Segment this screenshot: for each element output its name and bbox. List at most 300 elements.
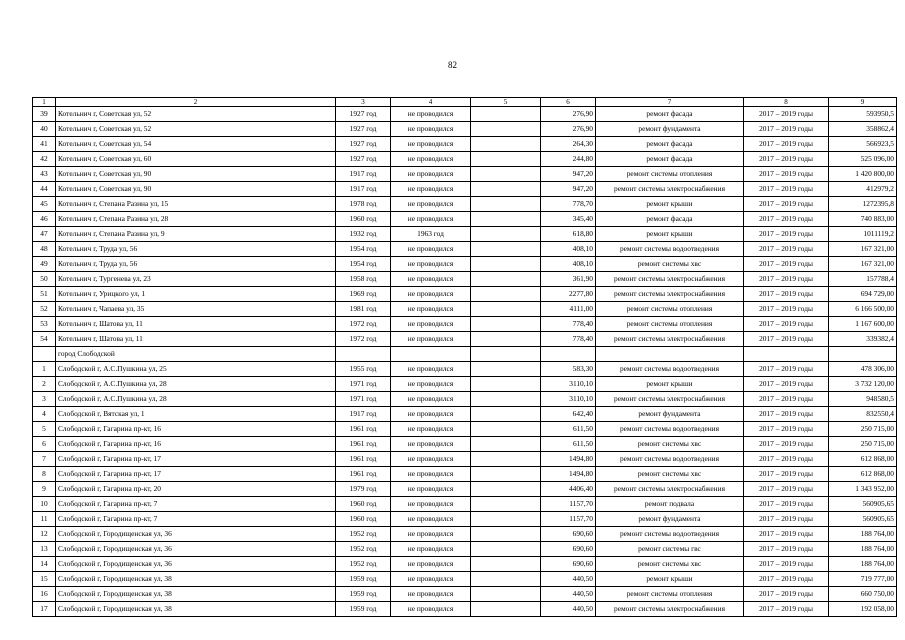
area <box>541 347 596 362</box>
last-repair-year: не проводился <box>391 167 471 182</box>
area: 3110,10 <box>541 377 596 392</box>
cost: 188 764,00 <box>829 542 897 557</box>
table-row <box>33 542 897 557</box>
period: 2017 – 2019 годы <box>744 302 829 317</box>
area: 778,40 <box>541 317 596 332</box>
area: 642,40 <box>541 407 596 422</box>
area: 583,30 <box>541 362 596 377</box>
last-repair-year: не проводился <box>391 482 471 497</box>
table-row <box>33 452 897 467</box>
work-type: ремонт системы гвс <box>596 542 744 557</box>
work-type: ремонт системы электроснабжения <box>596 392 744 407</box>
build-year: 1927 год <box>336 122 391 137</box>
area: 690,60 <box>541 557 596 572</box>
area: 440,50 <box>541 587 596 602</box>
col-5 <box>471 392 541 407</box>
cost: 6 166 500,00 <box>829 302 897 317</box>
cost: 694 729,00 <box>829 287 897 302</box>
col-5 <box>471 437 541 452</box>
last-repair-year: не проводился <box>391 197 471 212</box>
address: Котельнич г, Советская ул, 54 <box>56 137 336 152</box>
build-year: 1960 год <box>336 512 391 527</box>
work-type: ремонт системы электроснабжения <box>596 602 744 617</box>
last-repair-year: не проводился <box>391 182 471 197</box>
cost: 167 321,00 <box>829 242 897 257</box>
address: Слободской г, Гагарина пр-кт, 7 <box>56 497 336 512</box>
area: 264,30 <box>541 137 596 152</box>
period: 2017 – 2019 годы <box>744 227 829 242</box>
area: 947,20 <box>541 182 596 197</box>
table-row <box>33 227 897 242</box>
cost: 612 868,00 <box>829 467 897 482</box>
address: Котельнич г, Степана Разина ул, 28 <box>56 212 336 227</box>
column-number: 7 <box>596 98 744 107</box>
address: Котельнич г, Тургенева ул, 23 <box>56 272 336 287</box>
work-type: ремонт крыши <box>596 377 744 392</box>
work-type: ремонт системы отопления <box>596 167 744 182</box>
cost: 188 764,00 <box>829 527 897 542</box>
work-type: ремонт системы отопления <box>596 587 744 602</box>
period: 2017 – 2019 годы <box>744 257 829 272</box>
address: Слободской г, Городищенская ул, 36 <box>56 557 336 572</box>
table-row <box>33 497 897 512</box>
col-5 <box>471 107 541 122</box>
period: 2017 – 2019 годы <box>744 557 829 572</box>
area: 690,60 <box>541 527 596 542</box>
table-row <box>33 407 897 422</box>
row-number: 50 <box>33 272 56 287</box>
table-row <box>33 152 897 167</box>
build-year: 1958 год <box>336 272 391 287</box>
build-year: 1961 год <box>336 437 391 452</box>
area: 611,50 <box>541 422 596 437</box>
col-5 <box>471 362 541 377</box>
last-repair-year: не проводился <box>391 212 471 227</box>
build-year: 1952 год <box>336 557 391 572</box>
row-number: 47 <box>33 227 56 242</box>
area: 1494,80 <box>541 467 596 482</box>
address: Котельнич г, Труда ул, 56 <box>56 257 336 272</box>
address: Слободской г, Гагарина пр-кт, 7 <box>56 512 336 527</box>
area: 440,50 <box>541 602 596 617</box>
row-number: 48 <box>33 242 56 257</box>
address: Слободской г, Городищенская ул, 36 <box>56 542 336 557</box>
row-number: 52 <box>33 302 56 317</box>
col-5 <box>471 407 541 422</box>
row-number: 40 <box>33 122 56 137</box>
area: 440,50 <box>541 572 596 587</box>
period: 2017 – 2019 годы <box>744 242 829 257</box>
cost: 358862,4 <box>829 122 897 137</box>
period: 2017 – 2019 годы <box>744 482 829 497</box>
column-number-row <box>33 98 897 107</box>
address: Котельнич г, Урицкого ул, 1 <box>56 287 336 302</box>
cost: 1272395,8 <box>829 197 897 212</box>
build-year: 1979 год <box>336 482 391 497</box>
col-5 <box>471 272 541 287</box>
period: 2017 – 2019 годы <box>744 377 829 392</box>
work-type: ремонт системы хвс <box>596 257 744 272</box>
last-repair-year: не проводился <box>391 437 471 452</box>
cost: 1 343 952,00 <box>829 482 897 497</box>
period: 2017 – 2019 годы <box>744 167 829 182</box>
build-year: 1917 год <box>336 407 391 422</box>
address: Слободской г, Городищенская ул, 38 <box>56 602 336 617</box>
address: Слободской г, Городищенская ул, 38 <box>56 587 336 602</box>
period: 2017 – 2019 годы <box>744 287 829 302</box>
table-row <box>33 557 897 572</box>
build-year: 1971 год <box>336 377 391 392</box>
cost: 478 306,00 <box>829 362 897 377</box>
col-5 <box>471 257 541 272</box>
cost: 3 732 120,00 <box>829 377 897 392</box>
col-5 <box>471 572 541 587</box>
col-5 <box>471 467 541 482</box>
build-year: 1972 год <box>336 332 391 347</box>
cost: 1 420 800,00 <box>829 167 897 182</box>
work-type: ремонт фасада <box>596 137 744 152</box>
build-year: 1917 год <box>336 182 391 197</box>
address: Котельнич г, Степана Разина ул, 15 <box>56 197 336 212</box>
last-repair-year: 1963 год <box>391 227 471 242</box>
build-year: 1961 год <box>336 452 391 467</box>
address: Котельнич г, Советская ул, 90 <box>56 182 336 197</box>
column-number: 2 <box>56 98 336 107</box>
group-header-row <box>33 347 897 362</box>
table-row <box>33 137 897 152</box>
table-row <box>33 422 897 437</box>
period: 2017 – 2019 годы <box>744 452 829 467</box>
period: 2017 – 2019 годы <box>744 392 829 407</box>
table-row <box>33 107 897 122</box>
cost: 157788,4 <box>829 272 897 287</box>
table-row <box>33 302 897 317</box>
work-type <box>596 347 744 362</box>
column-number: 5 <box>471 98 541 107</box>
period: 2017 – 2019 годы <box>744 197 829 212</box>
column-number: 8 <box>744 98 829 107</box>
row-number: 44 <box>33 182 56 197</box>
build-year: 1961 год <box>336 422 391 437</box>
last-repair-year: не проводился <box>391 392 471 407</box>
area: 1157,70 <box>541 512 596 527</box>
row-number: 14 <box>33 557 56 572</box>
row-number <box>33 347 56 362</box>
work-type: ремонт системы отопления <box>596 302 744 317</box>
row-number: 41 <box>33 137 56 152</box>
build-year: 1932 год <box>336 227 391 242</box>
row-number: 6 <box>33 437 56 452</box>
address: Котельнич г, Шатова ул, 11 <box>56 332 336 347</box>
area: 276,90 <box>541 107 596 122</box>
page-number: 82 <box>448 60 457 70</box>
period: 2017 – 2019 годы <box>744 422 829 437</box>
period: 2017 – 2019 годы <box>744 212 829 227</box>
address: Котельнич г, Степана Разина ул, 9 <box>56 227 336 242</box>
build-year: 1960 год <box>336 212 391 227</box>
table-row <box>33 272 897 287</box>
address: Котельнич г, Советская ул, 52 <box>56 122 336 137</box>
last-repair-year: не проводился <box>391 107 471 122</box>
work-type: ремонт системы электроснабжения <box>596 482 744 497</box>
cost: 339382,4 <box>829 332 897 347</box>
col-5 <box>471 527 541 542</box>
address: Котельнич г, Труда ул, 56 <box>56 242 336 257</box>
work-type: ремонт системы водоотведения <box>596 362 744 377</box>
work-type: ремонт фасада <box>596 212 744 227</box>
last-repair-year: не проводился <box>391 332 471 347</box>
build-year: 1959 год <box>336 572 391 587</box>
column-number: 9 <box>829 98 897 107</box>
area: 361,90 <box>541 272 596 287</box>
area: 2277,80 <box>541 287 596 302</box>
row-number: 12 <box>33 527 56 542</box>
address: Слободской г, Гагарина пр-кт, 16 <box>56 422 336 437</box>
cost <box>829 347 897 362</box>
col-5 <box>471 452 541 467</box>
period: 2017 – 2019 годы <box>744 317 829 332</box>
address: Котельнич г, Шатова ул, 11 <box>56 317 336 332</box>
address: Слободской г, Гагарина пр-кт, 17 <box>56 452 336 467</box>
col-5 <box>471 497 541 512</box>
row-number: 11 <box>33 512 56 527</box>
build-year: 1969 год <box>336 287 391 302</box>
col-5 <box>471 182 541 197</box>
row-number: 13 <box>33 542 56 557</box>
table-row <box>33 377 897 392</box>
build-year: 1954 год <box>336 257 391 272</box>
area: 1157,70 <box>541 497 596 512</box>
last-repair-year: не проводился <box>391 122 471 137</box>
row-number: 53 <box>33 317 56 332</box>
last-repair-year: не проводился <box>391 512 471 527</box>
address: Слободской г, Гагарина пр-кт, 16 <box>56 437 336 452</box>
table-row <box>33 182 897 197</box>
table-row <box>33 317 897 332</box>
row-number: 45 <box>33 197 56 212</box>
cost: 612 868,00 <box>829 452 897 467</box>
last-repair-year: не проводился <box>391 257 471 272</box>
work-type: ремонт системы водоотведения <box>596 242 744 257</box>
col-5 <box>471 122 541 137</box>
period: 2017 – 2019 годы <box>744 152 829 167</box>
last-repair-year: не проводился <box>391 422 471 437</box>
row-number: 4 <box>33 407 56 422</box>
cost: 719 777,00 <box>829 572 897 587</box>
row-number: 10 <box>33 497 56 512</box>
address: Котельнич г, Советская ул, 60 <box>56 152 336 167</box>
work-type: ремонт системы хвс <box>596 557 744 572</box>
last-repair-year: не проводился <box>391 527 471 542</box>
last-repair-year: не проводился <box>391 572 471 587</box>
work-type: ремонт системы водоотведения <box>596 527 744 542</box>
area: 244,80 <box>541 152 596 167</box>
column-number: 1 <box>33 98 56 107</box>
col-5 <box>471 152 541 167</box>
row-number: 42 <box>33 152 56 167</box>
cost: 740 883,00 <box>829 212 897 227</box>
table-row <box>33 587 897 602</box>
address: Котельнич г, Советская ул, 90 <box>56 167 336 182</box>
build-year: 1961 год <box>336 467 391 482</box>
area: 408,10 <box>541 242 596 257</box>
row-number: 49 <box>33 257 56 272</box>
work-type: ремонт фундамента <box>596 122 744 137</box>
period: 2017 – 2019 годы <box>744 107 829 122</box>
table-row <box>33 242 897 257</box>
address: Слободской г, Гагарина пр-кт, 20 <box>56 482 336 497</box>
row-number: 3 <box>33 392 56 407</box>
col-5 <box>471 422 541 437</box>
cost: 525 096,00 <box>829 152 897 167</box>
build-year: 1927 год <box>336 137 391 152</box>
build-year: 1917 год <box>336 167 391 182</box>
cost: 250 715,00 <box>829 437 897 452</box>
row-number: 17 <box>33 602 56 617</box>
work-type: ремонт крыши <box>596 572 744 587</box>
period: 2017 – 2019 годы <box>744 497 829 512</box>
col-5 <box>471 557 541 572</box>
period: 2017 – 2019 годы <box>744 467 829 482</box>
work-type: ремонт системы электроснабжения <box>596 332 744 347</box>
work-type: ремонт системы хвс <box>596 467 744 482</box>
col-5 <box>471 287 541 302</box>
col-5 <box>471 587 541 602</box>
table-row <box>33 212 897 227</box>
col-5 <box>471 542 541 557</box>
row-number: 43 <box>33 167 56 182</box>
work-type: ремонт системы электроснабжения <box>596 287 744 302</box>
period: 2017 – 2019 годы <box>744 542 829 557</box>
work-type: ремонт фундамента <box>596 512 744 527</box>
period: 2017 – 2019 годы <box>744 137 829 152</box>
address: Слободской г, А.С.Пушкина ул, 28 <box>56 377 336 392</box>
work-type: ремонт подвала <box>596 497 744 512</box>
col-5 <box>471 242 541 257</box>
col-5 <box>471 137 541 152</box>
table-row <box>33 602 897 617</box>
period: 2017 – 2019 годы <box>744 332 829 347</box>
col-5 <box>471 167 541 182</box>
build-year: 1971 год <box>336 392 391 407</box>
table-row <box>33 287 897 302</box>
table-row <box>33 572 897 587</box>
build-year: 1954 год <box>336 242 391 257</box>
row-number: 1 <box>33 362 56 377</box>
table-row <box>33 257 897 272</box>
work-type: ремонт крыши <box>596 197 744 212</box>
last-repair-year: не проводился <box>391 407 471 422</box>
work-type: ремонт системы электроснабжения <box>596 182 744 197</box>
area: 408,10 <box>541 257 596 272</box>
work-type: ремонт крыши <box>596 227 744 242</box>
build-year: 1972 год <box>336 317 391 332</box>
cost: 660 750,00 <box>829 587 897 602</box>
build-year: 1952 год <box>336 527 391 542</box>
area: 345,40 <box>541 212 596 227</box>
period: 2017 – 2019 годы <box>744 272 829 287</box>
area: 618,80 <box>541 227 596 242</box>
period <box>744 347 829 362</box>
group-title: город Слободской <box>56 347 336 362</box>
row-number: 39 <box>33 107 56 122</box>
column-number: 3 <box>336 98 391 107</box>
row-number: 46 <box>33 212 56 227</box>
last-repair-year: не проводился <box>391 287 471 302</box>
repair-schedule-table <box>32 97 897 617</box>
table-row <box>33 527 897 542</box>
cost: 1 167 600,00 <box>829 317 897 332</box>
table-row <box>33 512 897 527</box>
last-repair-year: не проводился <box>391 377 471 392</box>
work-type: ремонт системы водоотведения <box>596 452 744 467</box>
row-number: 7 <box>33 452 56 467</box>
last-repair-year: не проводился <box>391 152 471 167</box>
address: Слободской г, Городищенская ул, 38 <box>56 572 336 587</box>
col-5 <box>471 227 541 242</box>
col-5 <box>471 602 541 617</box>
last-repair-year: не проводился <box>391 587 471 602</box>
column-number: 4 <box>391 98 471 107</box>
column-number: 6 <box>541 98 596 107</box>
col-5 <box>471 377 541 392</box>
area: 3110,10 <box>541 392 596 407</box>
build-year: 1959 год <box>336 602 391 617</box>
last-repair-year: не проводился <box>391 557 471 572</box>
area: 1494,80 <box>541 452 596 467</box>
last-repair-year: не проводился <box>391 317 471 332</box>
col-5 <box>471 482 541 497</box>
period: 2017 – 2019 годы <box>744 182 829 197</box>
cost: 188 764,00 <box>829 557 897 572</box>
row-number: 54 <box>33 332 56 347</box>
last-repair-year: не проводился <box>391 362 471 377</box>
cost: 560905,65 <box>829 512 897 527</box>
last-repair-year: не проводился <box>391 467 471 482</box>
last-repair-year: не проводился <box>391 302 471 317</box>
last-repair-year: не проводился <box>391 452 471 467</box>
col-5 <box>471 317 541 332</box>
work-type: ремонт фундамента <box>596 407 744 422</box>
address: Слободской г, Городищенская ул, 36 <box>56 527 336 542</box>
build-year: 1952 год <box>336 542 391 557</box>
build-year: 1960 год <box>336 497 391 512</box>
last-repair-year: не проводился <box>391 497 471 512</box>
cost: 192 058,00 <box>829 602 897 617</box>
cost: 593950,5 <box>829 107 897 122</box>
row-number: 5 <box>33 422 56 437</box>
last-repair-year: не проводился <box>391 602 471 617</box>
build-year: 1927 год <box>336 107 391 122</box>
period: 2017 – 2019 годы <box>744 122 829 137</box>
table-row <box>33 482 897 497</box>
period: 2017 – 2019 годы <box>744 602 829 617</box>
period: 2017 – 2019 годы <box>744 407 829 422</box>
col-5 <box>471 347 541 362</box>
build-year <box>336 347 391 362</box>
last-repair-year: не проводился <box>391 242 471 257</box>
col-5 <box>471 197 541 212</box>
cost: 560905,65 <box>829 497 897 512</box>
work-type: ремонт системы хвс <box>596 437 744 452</box>
table-row <box>33 362 897 377</box>
last-repair-year <box>391 347 471 362</box>
address: Котельнич г, Советская ул, 52 <box>56 107 336 122</box>
col-5 <box>471 302 541 317</box>
build-year: 1978 год <box>336 197 391 212</box>
table-row <box>33 197 897 212</box>
address: Слободской г, Вятская ул, 1 <box>56 407 336 422</box>
